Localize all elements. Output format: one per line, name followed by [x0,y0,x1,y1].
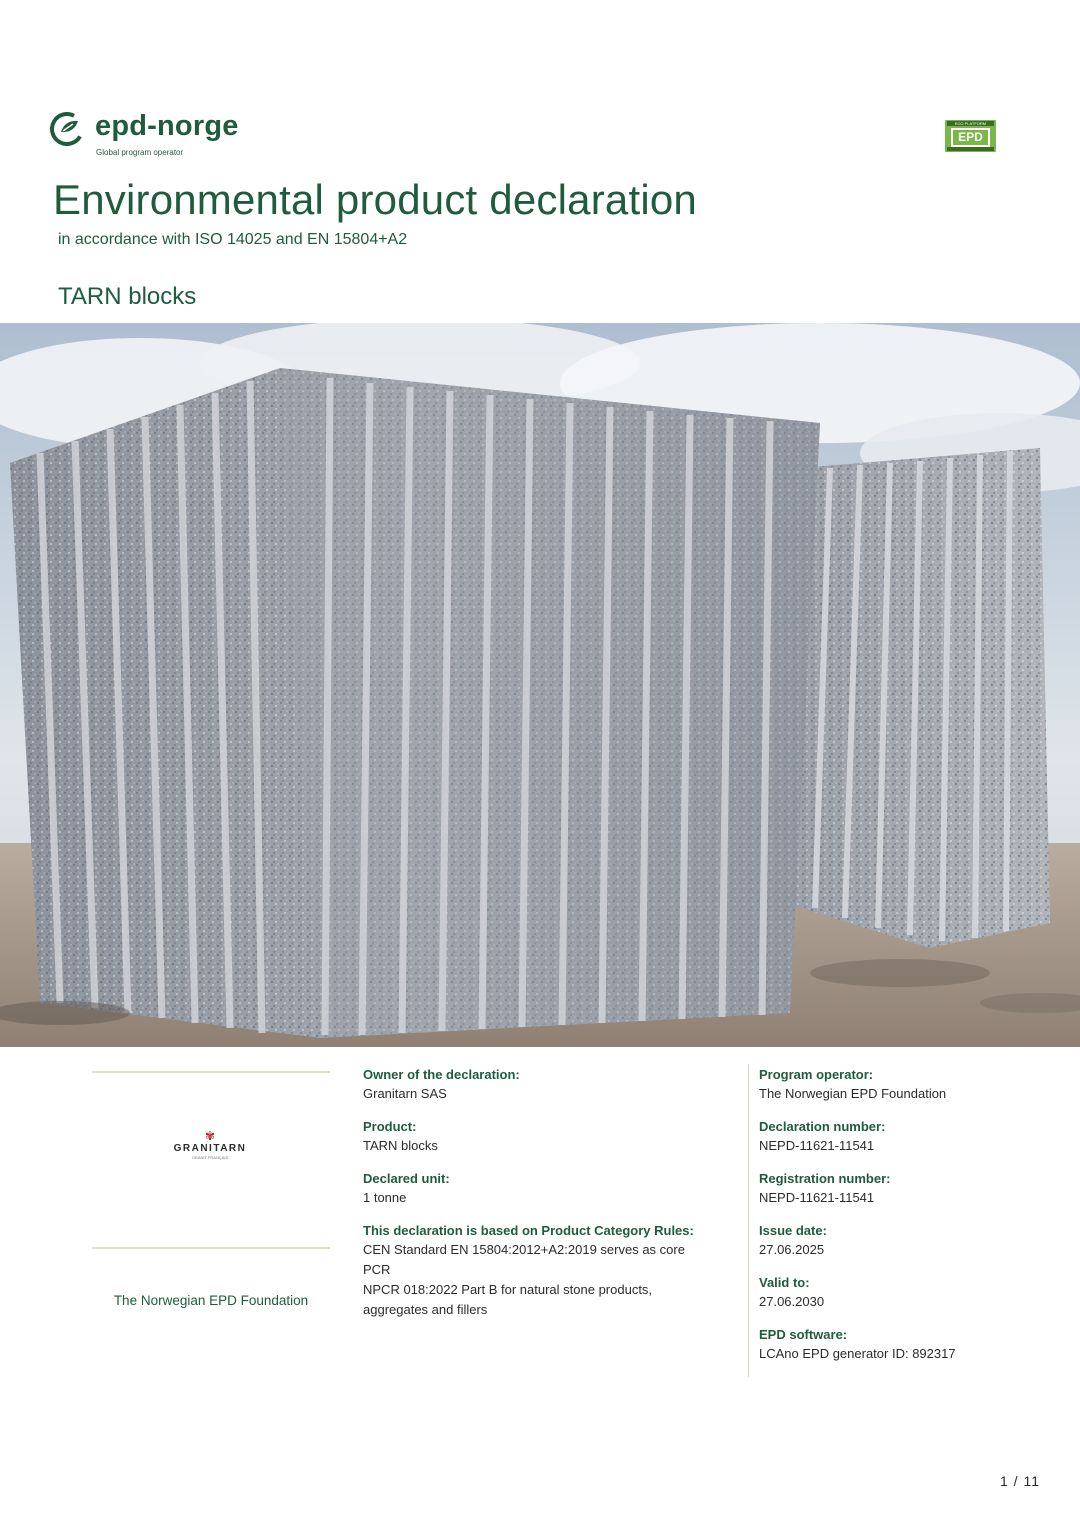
issue-date-label: Issue date: [759,1223,827,1238]
badge-bottom-bar [947,147,994,151]
page-subtitle: in accordance with ISO 14025 and EN 15804+A2 [58,231,408,248]
declaration-number-label: Declaration number: [759,1119,886,1134]
product-label: Product: [363,1119,417,1134]
valid-to-label: Valid to: [759,1275,810,1290]
registration-number-value: NEPD-11621-11541 [759,1190,875,1205]
field-pcr [363,1222,738,1320]
program-details [759,1066,1059,1364]
field-owner [363,1066,738,1104]
epd-software-value: LCAno EPD generator ID: 892317 [759,1346,956,1361]
granitarn-emblem-icon: ✾ [204,1129,216,1143]
brand-tagline: Global program operator [96,148,184,157]
owner-label: Owner of the declaration: [363,1067,520,1082]
column-divider [748,1064,749,1377]
divider-top-left [92,1071,330,1073]
field-registration-number [759,1170,1059,1208]
program-operator-value: The Norwegian EPD Foundation [759,1086,947,1101]
field-issue-date [759,1222,1059,1260]
foundation-name: The Norwegian EPD Foundation [113,1293,309,1308]
badge-top-text: ECO PLATFORM [947,121,994,126]
pcr-line: CEN Standard EN 15804:2012+A2:2019 serves as core [363,1242,685,1257]
program-operator-label: Program operator: [759,1067,874,1082]
company-logo [150,1130,270,1170]
field-program-operator [759,1066,1059,1104]
field-epd-software [759,1326,1059,1364]
pcr-line: NPCR 018:2022 Part B for natural stone products, [363,1282,653,1297]
registration-number-label: Registration number: [759,1171,891,1186]
pcr-line: aggregates and fillers [363,1302,488,1317]
divider-mid-left [92,1247,330,1249]
product-title: TARN blocks [58,283,197,310]
declared-unit-value: 1 tonne [363,1190,407,1205]
page-title: Environmental product declaration [53,176,697,223]
declaration-number-value: NEPD-11621-11541 [759,1138,875,1153]
badge-main-text: EPD [951,128,990,147]
declaration-details [363,1066,738,1320]
issue-date-value: 27.06.2025 [759,1242,825,1257]
brand-name: epd-norge [95,110,239,142]
field-declaration-number [759,1118,1059,1156]
epd-norge-leaf-icon [50,112,84,146]
epd-software-label: EPD software: [759,1327,848,1342]
declared-unit-label: Declared unit: [363,1171,450,1186]
epd-norge-logo [50,112,280,162]
eco-platform-epd-badge [945,120,996,152]
field-declared-unit [363,1170,738,1208]
granite-blocks-photo-icon [0,323,1080,1047]
company-logo-name: GRANITARN [173,1143,247,1154]
field-product [363,1118,738,1156]
field-valid-to [759,1274,1059,1312]
owner-value: Granitarn SAS [363,1086,447,1101]
cover-photo-granite-blocks [0,323,1080,1047]
pcr-label: This declaration is based on Product Category Rules: [363,1223,694,1238]
product-value: TARN blocks [363,1138,438,1153]
pcr-line: PCR [363,1262,391,1277]
valid-to-value: 27.06.2030 [759,1294,825,1309]
company-logo-tagline: GRANIT FRANÇAIS [191,1155,229,1160]
page-number: 1 / 11 [1000,1473,1040,1489]
